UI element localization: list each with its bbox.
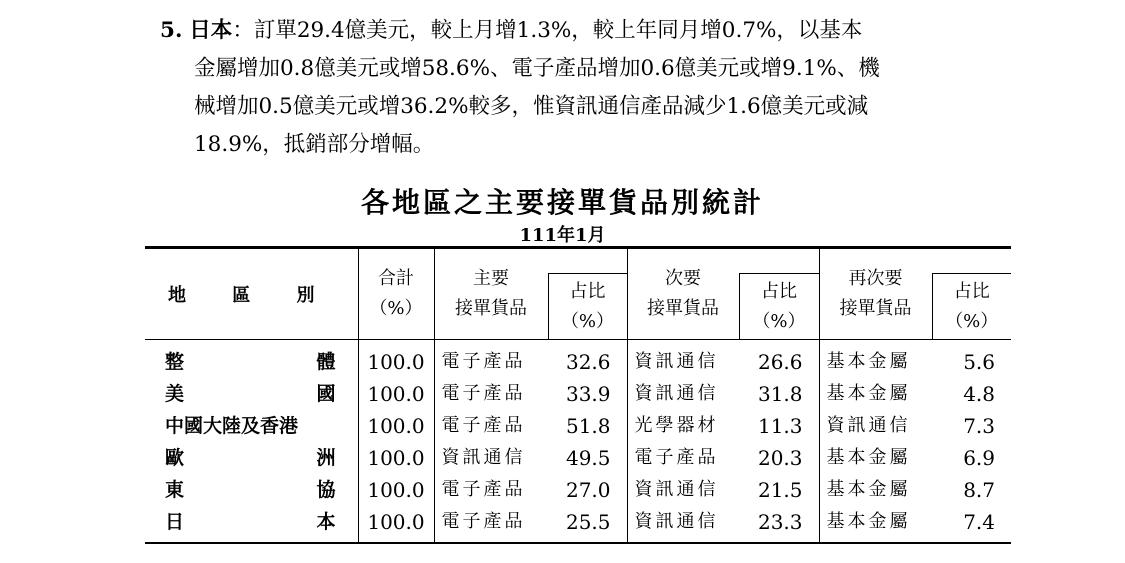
- second-pct-cell: 23.3: [739, 506, 819, 543]
- main-goods-cell: 電子產品: [434, 378, 548, 410]
- header-main: [434, 248, 548, 340]
- region-char: 東: [165, 479, 185, 501]
- header-third-pct-line1: 占比: [953, 280, 990, 302]
- header-third: [819, 248, 932, 340]
- item-number: 5.: [160, 18, 183, 43]
- header-total: [358, 248, 434, 340]
- header-total-line2: （%）: [369, 298, 423, 319]
- country-name: 日本: [189, 18, 233, 43]
- second-goods-cell: 電子產品: [627, 442, 739, 474]
- second-goods-cell: 資訊通信: [627, 378, 739, 410]
- region-name: 中國大陸及香港: [165, 415, 299, 437]
- main-pct-cell: 25.5: [548, 506, 627, 543]
- header-third-pct-line2: （%）: [945, 310, 999, 332]
- second-pct-cell: 20.3: [757, 446, 803, 470]
- main-pct-cell: 32.6: [565, 350, 611, 374]
- table-subtitle: 111年1月: [519, 225, 606, 246]
- third-goods-cell: 基本金屬: [819, 340, 932, 379]
- third-goods-cell: 基本金屬: [819, 474, 932, 506]
- main-goods-cell: 電子產品: [434, 410, 548, 442]
- region-name: [165, 378, 358, 410]
- third-pct-cell: 6.9: [963, 446, 995, 470]
- region-char: 體: [316, 351, 336, 373]
- third-pct-cell: 7.4: [932, 506, 1011, 543]
- paragraph-line-4: 18.9%，抵銷部分增幅。: [194, 132, 435, 157]
- header-second-pct-line1: 占比: [761, 280, 797, 302]
- region-char: 歐: [165, 447, 185, 469]
- table-row: [145, 442, 1011, 474]
- region-cell: [145, 340, 358, 379]
- second-goods-cell: 資訊通信: [627, 506, 739, 543]
- second-goods-cell: 資訊通信: [627, 474, 739, 506]
- header-third-line1: 再次要: [848, 268, 903, 289]
- header-region: 地 區 別: [145, 248, 358, 340]
- region-char: 日: [165, 511, 185, 533]
- total-pct-cell: 100.0: [358, 506, 434, 543]
- second-pct-cell: 21.5: [757, 478, 803, 502]
- region-name: [165, 346, 358, 378]
- header-total-line1: 合計: [378, 268, 414, 289]
- table-row: [145, 378, 1011, 410]
- second-goods-cell: 光學器材: [627, 410, 739, 442]
- paragraph-line-2: 金屬增加0.8億美元或增58.6%、電子產品增加0.6億美元或增9.1%、機: [194, 56, 880, 81]
- region-goods-table: [145, 246, 1011, 544]
- region-cell: [145, 506, 358, 543]
- total-pct-cell: 100.0: [358, 410, 434, 442]
- main-goods-cell: 電子產品: [434, 340, 548, 379]
- header-second-pct-line2: （%）: [752, 310, 806, 332]
- header-main-pct: [548, 274, 627, 340]
- main-pct-cell: 27.0: [565, 478, 611, 502]
- total-pct-cell: 100.0: [358, 378, 434, 410]
- total-pct-cell: 100.0: [358, 340, 434, 379]
- third-pct-cell: 5.6: [963, 350, 995, 374]
- main-goods-cell: 電子產品: [434, 506, 548, 543]
- japan-paragraph: [160, 12, 1005, 164]
- third-pct-cell: 8.7: [963, 478, 995, 502]
- region-char: 本: [316, 511, 336, 533]
- table-row: [145, 506, 1011, 543]
- main-pct-cell: 33.9: [565, 382, 611, 406]
- header-main-pct-line2: （%）: [560, 310, 615, 332]
- region-cell: [145, 474, 358, 506]
- header-second-line1: 次要: [665, 268, 701, 289]
- third-goods-cell: 基本金屬: [819, 442, 932, 474]
- table-row: [145, 410, 1011, 442]
- region-char: 洲: [316, 447, 336, 469]
- region-char: 整: [165, 351, 185, 373]
- second-goods-cell: 資訊通信: [627, 340, 739, 379]
- main-goods-cell: 電子產品: [434, 474, 548, 506]
- total-pct-cell: 100.0: [358, 474, 434, 506]
- header-main-pct-line1: 占比: [569, 280, 606, 302]
- main-pct-cell: 51.8: [565, 414, 611, 438]
- header-third-line2: 接單貨品: [839, 298, 912, 319]
- header-main-line1: 主要: [473, 268, 509, 289]
- header-third-pct: [932, 274, 1011, 340]
- total-pct-cell: 100.0: [358, 442, 434, 474]
- region-char: 美: [165, 383, 185, 405]
- region-name: [165, 474, 358, 506]
- region-char: 協: [316, 479, 336, 501]
- second-pct-cell: 11.3: [757, 414, 803, 438]
- paragraph-line-1: [160, 12, 1005, 50]
- paragraph-line-3: 械增加0.5億美元或增36.2%較多，惟資訊通信產品減少1.6億美元或減: [194, 94, 869, 119]
- header-second-line2: 接單貨品: [647, 298, 719, 319]
- second-pct-cell: 31.8: [757, 382, 803, 406]
- third-pct-cell: 4.8: [963, 382, 995, 406]
- third-pct-cell: 7.3: [963, 414, 995, 438]
- region-name: [165, 442, 358, 474]
- region-cell: [145, 378, 358, 410]
- second-pct-cell: 26.6: [757, 350, 803, 374]
- main-goods-cell: 資訊通信: [434, 442, 548, 474]
- third-goods-cell: 基本金屬: [819, 378, 932, 410]
- paragraph-text-1: ：訂單29.4億美元，較上月增1.3%，較上年同月增0.7%，以基本: [232, 18, 863, 43]
- header-second: [627, 248, 739, 340]
- main-pct-cell: 49.5: [565, 446, 611, 470]
- third-goods-cell: 基本金屬: [819, 506, 932, 543]
- table-title: 各地區之主要接單貨品別統計: [360, 186, 764, 219]
- header-main-line2: 接單貨品: [455, 298, 527, 319]
- region-cell: [145, 410, 358, 442]
- third-goods-cell: 資訊通信: [819, 410, 932, 442]
- region-name: [165, 506, 358, 538]
- region-char: 國: [316, 383, 336, 405]
- region-cell: [145, 442, 358, 474]
- table-row: [145, 474, 1011, 506]
- header-second-pct: [739, 274, 819, 340]
- table-row: [145, 340, 1011, 379]
